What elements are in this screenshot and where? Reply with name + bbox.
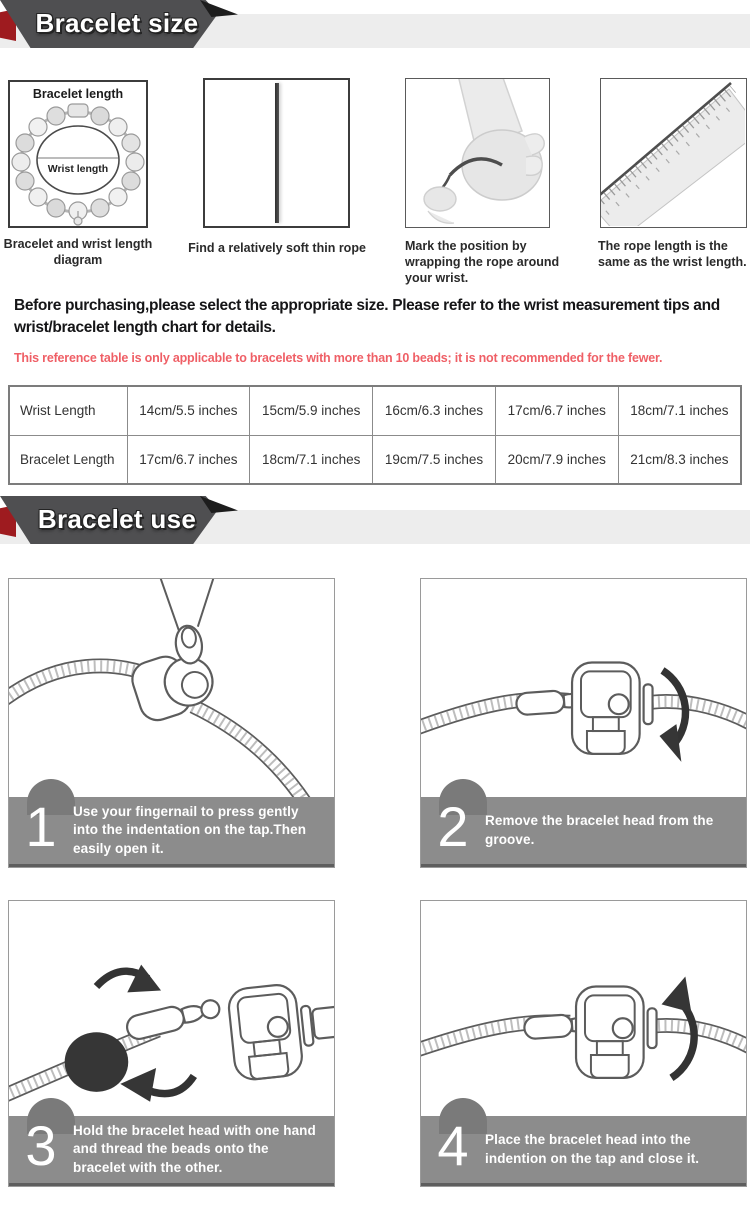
table-cell: 18cm/7.1 inches [618,386,741,435]
step-1-panel [8,578,335,868]
size-table [8,385,742,485]
diagram-caption: Bracelet and wrist length diagram [3,237,153,267]
step-number: 2 [437,794,469,858]
row-header: Wrist Length [9,386,127,435]
wrist-length-label: Wrist length [47,163,109,175]
thread-beads-illustration [9,901,334,1117]
rope-caption: Find a relatively soft thin rope [188,241,366,255]
bracelet-size-banner [0,0,750,56]
bracelet-diagram-panel [8,80,148,228]
table-cell: 17cm/6.7 inches [127,435,250,484]
step-3-caption-bar [9,1113,334,1186]
bracelet-illustration [10,82,146,226]
step-2-caption-bar [421,794,746,867]
step-number: 3 [25,1113,57,1177]
table-cell: 20cm/7.9 inches [495,435,618,484]
table-row [9,435,741,484]
rope-panel [203,78,350,228]
wrist-wrap-panel [405,78,550,228]
table-cell: 18cm/7.1 inches [250,435,373,484]
step-1-caption-bar [9,794,334,867]
section-title: Bracelet size [35,8,199,38]
step-instruction: Remove the bracelet head from the groove. [485,813,714,847]
step-4-caption-bar [421,1113,746,1186]
table-cell: 21cm/8.3 inches [618,435,741,484]
press-clasp-illustration [9,579,334,798]
wrist-ellipse [37,126,119,194]
bracelet-length-label: Bracelet length [32,87,124,101]
table-cell: 19cm/7.5 inches [373,435,496,484]
ruler-panel [600,78,747,228]
remove-head-illustration [421,579,746,798]
table-cell: 14cm/5.5 inches [127,386,250,435]
ruler-illustration [601,79,745,226]
step-2-panel [420,578,747,868]
hand-wrap-illustration [406,79,548,226]
ruler-caption: The rope length is the same as the wrist length. [598,239,747,269]
intro-text: Before purchasing,please select the appropriate size. Please refer to the wrist measurement tips and wrist/bracelet length chart for details. [14,297,720,336]
reference-note-text: This reference table is only applicable to bracelets with more than 10 beads; it is not recommended for the fewer. [14,351,663,365]
step-instruction: Place the bracelet head into the indention on the tap and close it. [485,1132,700,1166]
close-head-illustration [421,901,746,1117]
step-4-panel [420,900,747,1187]
bracelet-use-banner [0,496,750,552]
step-number: 4 [437,1113,469,1177]
wrap-caption: Mark the position by wrapping the rope around your wrist. [405,239,560,285]
table-cell: 17cm/6.7 inches [495,386,618,435]
rope-illustration [275,83,279,223]
step-instruction: Hold the bracelet head with one hand and thread the beads onto the bracelet with the other. [73,1123,316,1175]
rotate-arrow-bottom-icon [120,1068,194,1102]
table-cell: 16cm/6.3 inches [373,386,496,435]
step-instruction: Use your fingernail to press gently into the indentation on the tap.Then easily open it. [73,804,307,856]
step-number: 1 [25,794,57,858]
table-row [9,386,741,435]
step-3-panel [8,900,335,1187]
row-header: Bracelet Length [9,435,127,484]
rotate-arrow-top-icon [96,965,161,993]
section-title: Bracelet use [37,504,197,534]
rotate-down-arrow-icon [660,670,686,761]
table-cell: 15cm/5.9 inches [250,386,373,435]
